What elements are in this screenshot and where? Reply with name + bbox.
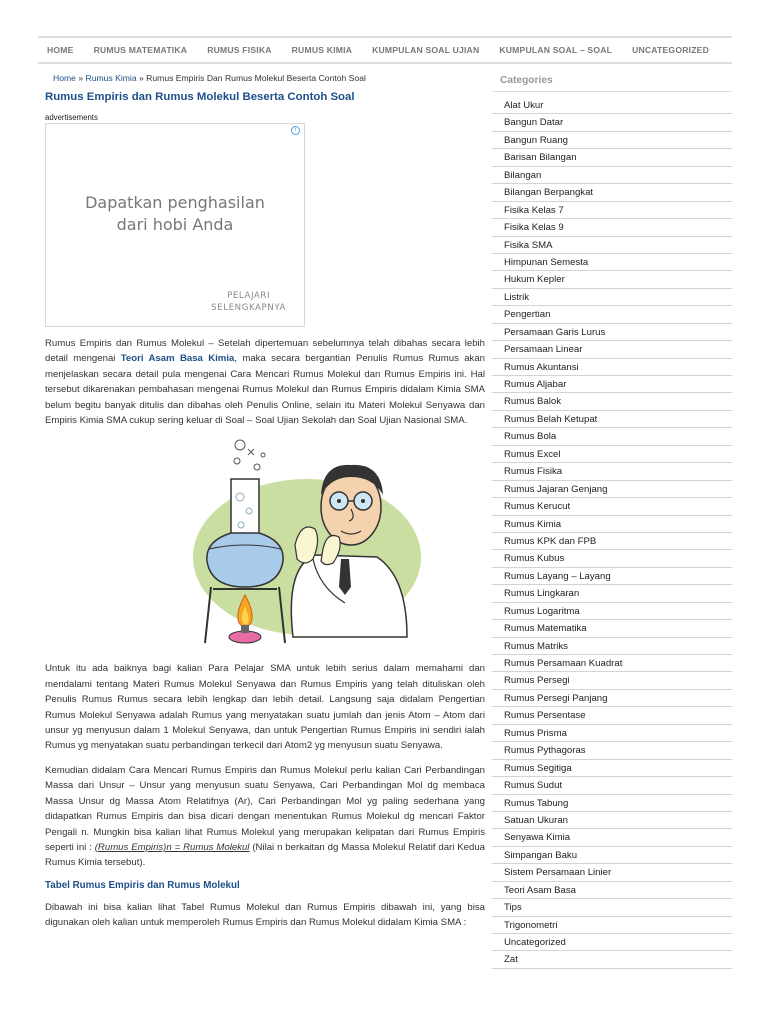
category-link-rumus-logaritma[interactable]: Rumus Logaritma — [492, 603, 732, 620]
paragraph-text: (Nilai n berkaitan dg Massa Molekul Relatif dari Kedua Rumus Kimia tersebut). — [45, 841, 486, 869]
category-link-rumus-kerucut[interactable]: Rumus Kerucut — [492, 498, 732, 515]
category-link-rumus-persamaan-kuadrat[interactable]: Rumus Persamaan Kuadrat — [492, 655, 732, 672]
category-link-rumus-matematika[interactable]: Rumus Matematika — [492, 620, 732, 637]
category-link-pengertian[interactable]: Pengertian — [492, 306, 732, 323]
category-link-bilangan-berpangkat[interactable]: Bilangan Berpangkat — [492, 184, 732, 201]
advertisement-banner[interactable] — [45, 123, 305, 327]
category-link-hukum-kepler[interactable]: Hukum Kepler — [492, 271, 732, 288]
nav-item-rumus-matematika[interactable]: RUMUS MATEMATIKA — [93, 45, 188, 55]
nav-item-home[interactable]: HOME — [47, 45, 74, 55]
sidebar — [492, 70, 732, 969]
category-link-tips[interactable]: Tips — [492, 899, 732, 916]
category-link-listrik[interactable]: Listrik — [492, 289, 732, 306]
top-navigation — [38, 36, 732, 64]
nav-list — [38, 38, 732, 62]
category-link-fisika-sma[interactable]: Fisika SMA — [492, 237, 732, 254]
category-link-bilangan[interactable]: Bilangan — [492, 167, 732, 184]
breadcrumb-current: Rumus Empiris Dan Rumus Molekul Beserta Contoh Soal — [146, 73, 366, 83]
paragraph-text: Kemudian didalam Cara Mencari Rumus Empiris dan Rumus Molekul perlu kalian Cari Perbandingan Massa dari Unsur – Unsur yang menyusun suatu Senyawa, Cari Perbandingan Mol dg membaca Massa Unsur dg Massa Atom Relatifnya (Ar), Cari Perbandingan Mol yg paling sederhana yang didapatkan Rumus Empiris dan bisa dicari dengan menentukan Rumus Molekul dg mencari Faktor Pengali n. Mungkin bisa kalian lihat Rumus Molekul yang merupakan kelipatan dari Rumus Empiris seperti ini : — [45, 764, 485, 853]
breadcrumb — [53, 73, 485, 83]
category-link-rumus-aljabar[interactable]: Rumus Aljabar — [492, 376, 732, 393]
category-link-rumus-prisma[interactable]: Rumus Prisma — [492, 725, 732, 742]
chemist-with-flask-image — [145, 437, 445, 651]
category-link-senyawa-kimia[interactable]: Senyawa Kimia — [492, 829, 732, 846]
ad-headline[interactable] — [46, 192, 304, 236]
category-link-simpangan-baku[interactable]: Simpangan Baku — [492, 847, 732, 864]
category-link-persamaan-linear[interactable]: Persamaan Linear — [492, 341, 732, 358]
ad-cta-line: SELENGKAPNYA — [211, 303, 286, 313]
category-link-rumus-fisika[interactable]: Rumus Fisika — [492, 463, 732, 480]
category-link-fisika-kelas-9[interactable]: Fisika Kelas 9 — [492, 219, 732, 236]
category-link-trigonometri[interactable]: Trigonometri — [492, 917, 732, 934]
ad-headline-line: dari hobi Anda — [116, 215, 234, 234]
article-paragraph: Untuk itu ada baiknya bagi kalian Para Pelajar SMA untuk lebih serius dalam memahami dan mendalami tentang Materi Rumus Molekul Senyawa dan Rumus Empiris yang telah dituliskan oleh Penulis Rumus Rumus secara lebih lengkap dan lebih detail. Langsung saja didalam Pengertian Rumus Molekul Senyawa adalah Rumus yang menyatakan suatu jumlah dan jenis Atom – Atom dari unsur yg menyusun dalam 1 Molekul Senyawa, dan untuk Pengertian Rumus Empiris ini sendiri ialah Rumus yg menyatakan suatu perbandingan terkecil dari Atom2 yg menyusun suatu Senyawa. — [45, 663, 485, 752]
ads-label: advertisements — [45, 113, 98, 122]
nav-item-rumus-fisika[interactable]: RUMUS FISIKA — [207, 45, 272, 55]
formula-text: (Rumus Empiris)n = Rumus Molekul — [94, 841, 250, 853]
breadcrumb-separator: » — [136, 73, 147, 83]
article-title: Rumus Empiris dan Rumus Molekul Beserta Contoh Soal — [45, 91, 355, 103]
category-list — [492, 97, 732, 969]
breadcrumb-category-link[interactable]: Rumus Kimia — [85, 73, 137, 83]
ad-cta-line: PELAJARI — [227, 291, 271, 301]
category-link-rumus-persentase[interactable]: Rumus Persentase — [492, 707, 732, 724]
category-link-rumus-belah-ketupat[interactable]: Rumus Belah Ketupat — [492, 411, 732, 428]
category-link-barisan-bilangan[interactable]: Barisan Bilangan — [492, 149, 732, 166]
category-link-alat-ukur[interactable]: Alat Ukur — [492, 97, 732, 114]
category-link-persamaan-garis-lurus[interactable]: Persamaan Garis Lurus — [492, 324, 732, 341]
breadcrumb-separator: » — [75, 73, 86, 83]
paragraph-text: , maka secara bergantian Penulis Rumus Rumus akan menjelaskan secara detail pula mengenai Cara Mencari Rumus Molekul dan Rumus Empiris ini. Hal tersebut dikarenakan pembahasan mengenai Rumus Molekul dan Rumus Empiris didalam Kimia SMA belum begitu banyak ditulis dan dibahas oleh Penulis Online, selain itu Materi Molekul Senyawa dan Empiris Kimia SMA cukup sering keluar di Soal – Soal Ujian Sekolah dan Soal Ujian Nasional SMA. — [45, 353, 486, 427]
category-link-rumus-tabung[interactable]: Rumus Tabung — [492, 795, 732, 812]
category-link-rumus-kimia[interactable]: Rumus Kimia — [492, 516, 732, 533]
nav-item-kumpulan-soal-ujian[interactable]: KUMPULAN SOAL UJIAN — [372, 45, 480, 55]
category-link-bangun-ruang[interactable]: Bangun Ruang — [492, 132, 732, 149]
category-link-rumus-pythagoras[interactable]: Rumus Pythagoras — [492, 742, 732, 759]
nav-item-uncategorized[interactable]: UNCATEGORIZED — [632, 45, 709, 55]
category-link-zat[interactable]: Zat — [492, 951, 732, 968]
breadcrumb-home-link[interactable]: Home — [53, 73, 76, 83]
article-paragraph: Dibawah ini bisa kalian lihat Tabel Rumus Molekul dan Rumus Empiris dibawah ini, yang bisa digunakan oleh kalian untuk memperoleh Rumus Empiris dan Rumus Molekul didalam Kimia SMA : — [45, 901, 485, 929]
category-link-rumus-kubus[interactable]: Rumus Kubus — [492, 550, 732, 567]
article-paragraph — [45, 763, 485, 871]
teori-asam-basa-link[interactable]: Teori Asam Basa Kimia — [120, 353, 235, 365]
category-link-uncategorized[interactable]: Uncategorized — [492, 934, 732, 951]
category-link-rumus-balok[interactable]: Rumus Balok — [492, 393, 732, 410]
category-link-rumus-bola[interactable]: Rumus Bola — [492, 428, 732, 445]
category-link-rumus-matriks[interactable]: Rumus Matriks — [492, 638, 732, 655]
category-link-rumus-persegi[interactable]: Rumus Persegi — [492, 672, 732, 689]
category-link-teori-asam-basa[interactable]: Teori Asam Basa — [492, 882, 732, 899]
category-link-himpunan-semesta[interactable]: Himpunan Semesta — [492, 254, 732, 271]
category-link-fisika-kelas-7[interactable]: Fisika Kelas 7 — [492, 202, 732, 219]
category-link-rumus-jajaran-genjang[interactable]: Rumus Jajaran Genjang — [492, 481, 732, 498]
category-link-bangun-datar[interactable]: Bangun Datar — [492, 114, 732, 131]
article-column — [45, 72, 485, 931]
ad-headline-line: Dapatkan penghasilan — [85, 193, 265, 212]
nav-item-rumus-kimia[interactable]: RUMUS KIMIA — [291, 45, 353, 55]
ad-learn-more-button[interactable] — [211, 290, 286, 314]
scientist-illustration — [45, 437, 485, 653]
category-link-rumus-akuntansi[interactable]: Rumus Akuntansi — [492, 359, 732, 376]
category-link-rumus-layang-layang[interactable]: Rumus Layang – Layang — [492, 568, 732, 585]
section-heading: Tabel Rumus Empiris dan Rumus Molekul — [45, 879, 240, 891]
category-link-rumus-persegi-panjang[interactable]: Rumus Persegi Panjang — [492, 690, 732, 707]
nav-item-kumpulan-soal-soal[interactable]: KUMPULAN SOAL – SOAL — [499, 45, 613, 55]
category-link-rumus-kpk-dan-fpb[interactable]: Rumus KPK dan FPB — [492, 533, 732, 550]
category-link-sistem-persamaan-linier[interactable]: Sistem Persamaan Linier — [492, 864, 732, 881]
ad-choices-icon[interactable]: i — [291, 126, 300, 135]
categories-heading: Categories — [492, 70, 732, 92]
article-paragraph — [45, 336, 485, 428]
category-link-rumus-sudut[interactable]: Rumus Sudut — [492, 777, 732, 794]
paragraph-text: Rumus Empiris dan Rumus Molekul – Setelah dipertemuan sebelumnya telah dibahas secara lebih detail mengenai — [45, 338, 485, 365]
category-link-rumus-lingkaran[interactable]: Rumus Lingkaran — [492, 585, 732, 602]
category-link-rumus-excel[interactable]: Rumus Excel — [492, 446, 732, 463]
category-link-satuan-ukuran[interactable]: Satuan Ukuran — [492, 812, 732, 829]
category-link-rumus-segitiga[interactable]: Rumus Segitiga — [492, 760, 732, 777]
